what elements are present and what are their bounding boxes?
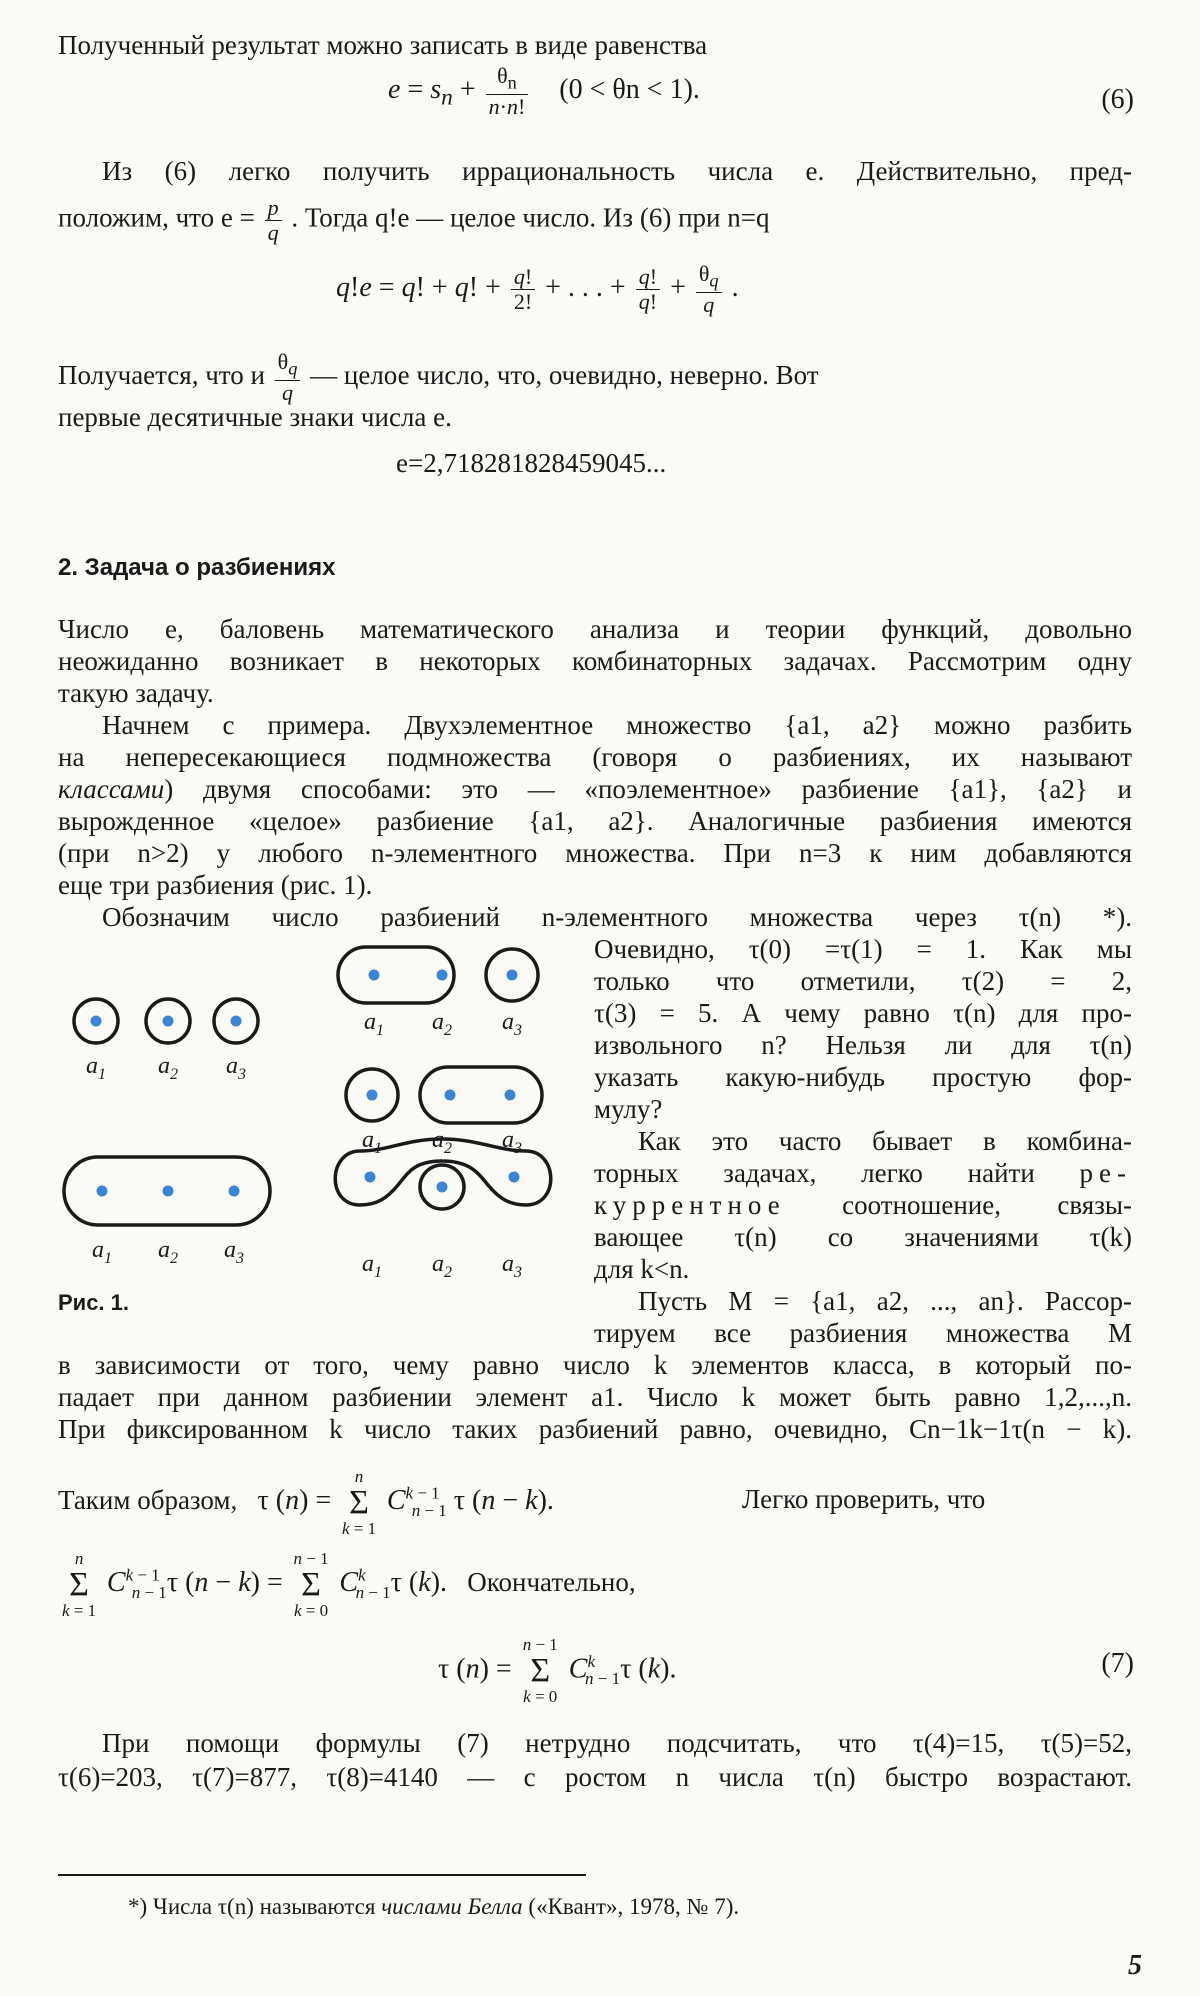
p3-line-1: Обозначим число разбиений n-элементного множества через τ(n) *). bbox=[102, 902, 1132, 932]
element-dot bbox=[369, 970, 380, 981]
rc2-line-4: вающее τ(n) со значениями τ(k) bbox=[594, 1222, 1132, 1252]
label-a1: $a_1$ bbox=[362, 1127, 382, 1157]
partition-figure bbox=[58, 935, 588, 1285]
section-heading: 2. Задача о разбиениях bbox=[58, 554, 336, 581]
label-a2: $a_2$ bbox=[432, 1251, 452, 1281]
p5-line-1: При помощи формулы (7) нетрудно подсчитать, что τ(4)=15, τ(5)=52, bbox=[102, 1728, 1132, 1758]
label-a2: $a_2$ bbox=[158, 1053, 178, 1083]
element-dot bbox=[163, 1016, 174, 1027]
proof-line-1: Из (6) легко получить иррациональность числа e. Действительно, пред- bbox=[102, 156, 1132, 186]
sum-symbol: n Σ k = 1 bbox=[62, 1549, 97, 1620]
proof-line-2: положим, что e = $\frac{p}{q}$ . Тогда q!e — целое число. Из (6) при n=q bbox=[58, 195, 770, 245]
label-a3: $a_3$ bbox=[224, 1237, 244, 1267]
intro-text: Полученный результат можно записать в виде равенства bbox=[58, 30, 708, 60]
rc2-line-3: куррентное соотношение, связы- bbox=[594, 1190, 1132, 1220]
footnote-rule bbox=[58, 1874, 586, 1876]
eq7-number: (7) bbox=[1101, 1648, 1134, 1679]
rc2-line-2: торных задачах, легко найти ре- bbox=[594, 1158, 1133, 1188]
p2-line-2: на непересекающиеся подмножества (говоря о разбиениях, их называют bbox=[58, 742, 1132, 772]
fraction-p-q: $\frac{p}{q}$ bbox=[265, 196, 282, 245]
label-a2: $a_2$ bbox=[432, 1127, 452, 1157]
label-a1: $a_1$ bbox=[364, 1009, 384, 1039]
p4-line-1: в зависимости от того, чему равно число k элементов класса, в который по- bbox=[58, 1350, 1132, 1380]
element-dot bbox=[91, 1016, 102, 1027]
rc-line-6: мулу? bbox=[594, 1094, 663, 1124]
p4-line-4: Таким образом, τ (n) = n Σ k = 1 $C^{k - 1}_{n - 1}$ τ (n − k). Легко проверить, что bbox=[58, 1467, 986, 1538]
rc2-line-5: для k<n. bbox=[594, 1254, 690, 1284]
element-dot bbox=[505, 1090, 516, 1101]
p2-line-6: еще три разбиения (рис. 1). bbox=[58, 870, 373, 900]
element-dot bbox=[445, 1090, 456, 1101]
rc-line-1: Очевидно, τ(0) =τ(1) = 1. Как мы bbox=[594, 934, 1132, 964]
label-a1: $a_1$ bbox=[92, 1237, 112, 1267]
eq6-number: (6) bbox=[1101, 84, 1134, 115]
sum-symbol: n − 1 Σ k = 0 bbox=[293, 1549, 329, 1620]
p4-line-3: При фиксированном k число таких разбиений равно, очевидно, Cn−1k−1τ(n − k). bbox=[58, 1414, 1132, 1444]
figure-caption: Рис. 1. bbox=[58, 1290, 130, 1315]
eq6-condition: (0 < θn < 1). bbox=[559, 74, 700, 106]
intro-line bbox=[58, 28, 707, 62]
rc-line-3: τ(3) = 5. А чему равно τ(n) для про- bbox=[594, 998, 1132, 1028]
label-a2: $a_2$ bbox=[158, 1237, 178, 1267]
page-number: 5 bbox=[1128, 1950, 1142, 1981]
element-dot bbox=[509, 1172, 520, 1183]
equation-qe: q!e = q! + q! + $\frac{q!}{2!}$ + . . . + $\frac{q!}{q!}$ + $\frac{\theta_q}{q}$ . bbox=[336, 261, 739, 318]
label-a3: $a_3$ bbox=[502, 1127, 522, 1157]
equation-6: $e = s_n$ + $\frac{\theta_n}{n\cdot n!}$ (0 < θn < 1). bbox=[388, 63, 700, 120]
label-a1: $a_1$ bbox=[86, 1053, 106, 1083]
proof-line-3: Получается, что и $\frac{\theta_q}{q}$ — целое число, что, очевидно, неверно. Вот bbox=[58, 349, 819, 406]
sum-symbol: n Σ k = 1 bbox=[341, 1467, 377, 1538]
element-dot bbox=[97, 1186, 108, 1197]
element-dot bbox=[163, 1186, 174, 1197]
footnote: *) Числа τ(n) называются числами Белла («Квант», 1978, № 7). bbox=[128, 1894, 740, 1919]
equation-7: τ (n) = n − 1 Σ k = 0 $C^k_{n - 1}\tau$ (k). bbox=[438, 1635, 677, 1706]
label-a1: $a_1$ bbox=[362, 1251, 382, 1281]
label-a2: $a_2$ bbox=[432, 1009, 452, 1039]
e-value: e=2,718281828459045... bbox=[396, 448, 667, 478]
element-dot bbox=[229, 1186, 240, 1197]
p1-line-1: Число e, баловень математического анализа и теории функций, довольно bbox=[58, 614, 1132, 644]
element-dot bbox=[437, 970, 448, 981]
rc-line-5: указать какую-нибудь простую фор- bbox=[594, 1062, 1132, 1092]
element-dot bbox=[231, 1016, 242, 1027]
label-a3: $a_3$ bbox=[226, 1053, 246, 1083]
class-outline bbox=[420, 1067, 542, 1123]
element-dot bbox=[365, 1172, 376, 1183]
p2-line-3: классами) двумя способами: это — «поэлементное» разбиение {a1}, {a2} и bbox=[58, 774, 1132, 804]
label-a3: $a_3$ bbox=[502, 1009, 522, 1039]
rc3-line-1: Пусть M = {a1, a2, ..., an}. Рассор- bbox=[638, 1286, 1132, 1316]
rc3-line-2: тируем все разбиения множества M bbox=[594, 1318, 1132, 1348]
element-dot bbox=[507, 970, 518, 981]
p5-line-2: τ(6)=203, τ(7)=877, τ(8)=4140 — с ростом n числа τ(n) быстро возрастают. bbox=[58, 1762, 1132, 1792]
p2-line-5: (при n>2) у любого n-элементного множества. При n=3 к ним добавляются bbox=[58, 838, 1132, 868]
element-dot bbox=[437, 1182, 448, 1193]
p2-line-4: вырожденное «целое» разбиение {a1, a2}. Аналогичные разбиения имеются bbox=[58, 806, 1132, 836]
fraction: $\frac{\theta_n}{n\cdot n!}$ bbox=[486, 64, 529, 119]
p1-line-3: такую задачу. bbox=[58, 678, 214, 708]
rc2-line-1: Как это часто бывает в комбина- bbox=[638, 1126, 1132, 1156]
label-a3: $a_3$ bbox=[502, 1251, 522, 1281]
p1-line-2: неожиданно возникает в некоторых комбинаторных задачах. Рассмотрим одну bbox=[58, 646, 1132, 676]
rc-line-2: только что отметили, τ(2) = 2, bbox=[594, 966, 1132, 996]
p2-line-1: Начнем с примера. Двухэлементное множество {a1, a2} можно разбить bbox=[102, 710, 1132, 740]
p4-line-5: n Σ k = 1 $C^{k - 1}_{n - 1}\tau$ (n − k) = n − 1 Σ k = 0 $C^k_{n - 1}\tau$ (k). Окончательно, bbox=[62, 1549, 636, 1620]
p4-line-2: падает при данном разбиении элемент a1. Число k может быть равно 1,2,...,n. bbox=[58, 1382, 1132, 1412]
proof-line-4: первые десятичные знаки числа e. bbox=[58, 402, 452, 432]
rc-line-4: извольного n? Нельзя ли для τ(n) bbox=[594, 1030, 1132, 1060]
sum-symbol: n − 1 Σ k = 0 bbox=[522, 1635, 558, 1706]
element-dot bbox=[367, 1090, 378, 1101]
